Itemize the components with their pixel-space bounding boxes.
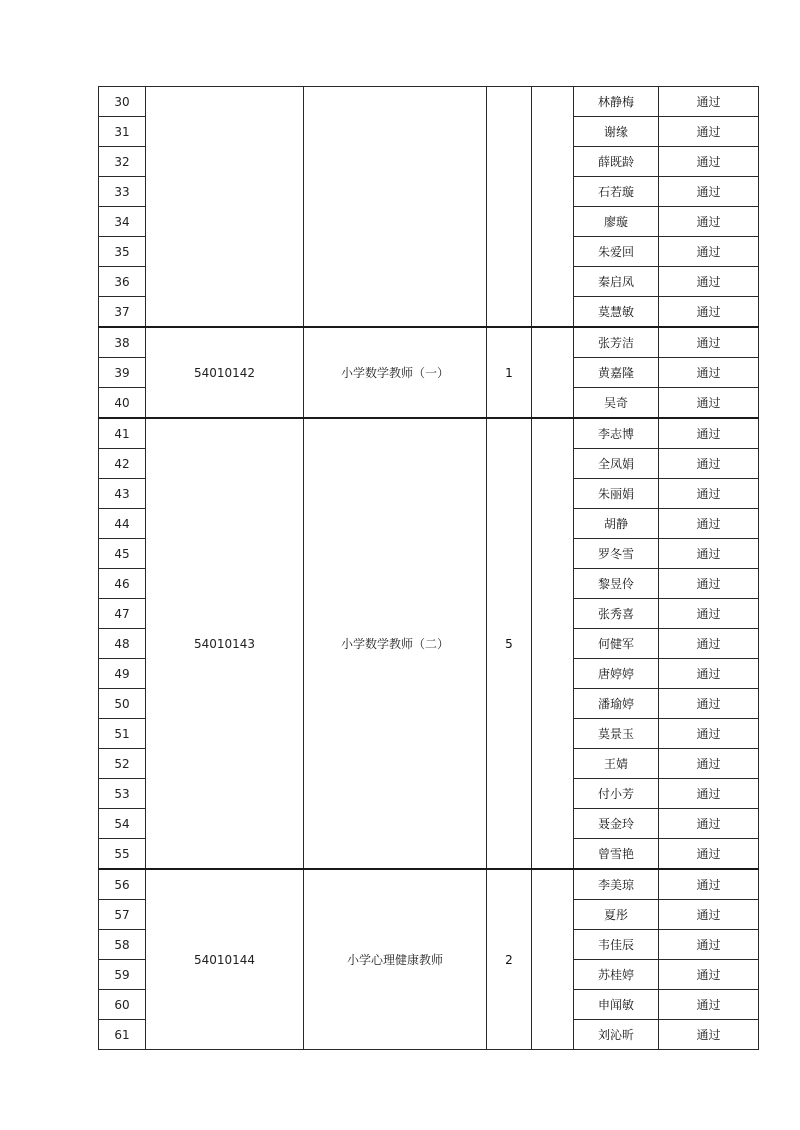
row-number-cell: 30: [99, 87, 146, 117]
candidate-name-cell: 曾雪艳: [574, 839, 659, 870]
candidate-name-cell: 莫慧敏: [574, 297, 659, 328]
candidate-name-cell: 吴奇: [574, 388, 659, 419]
row-number-cell: 56: [99, 869, 146, 900]
candidate-name-cell: 朱丽娟: [574, 479, 659, 509]
candidate-name-cell: 罗冬雪: [574, 539, 659, 569]
review-result-cell: 通过: [659, 990, 759, 1020]
candidate-name-cell: 韦佳辰: [574, 930, 659, 960]
review-result-cell: 通过: [659, 237, 759, 267]
row-number-cell: 49: [99, 659, 146, 689]
review-result-cell: 通过: [659, 900, 759, 930]
review-result-cell: 通过: [659, 267, 759, 297]
review-result-cell: 通过: [659, 87, 759, 117]
row-number-cell: 31: [99, 117, 146, 147]
blank-column-cell: [532, 418, 574, 869]
table-row: [99, 87, 759, 117]
candidate-name-cell: 薛既龄: [574, 147, 659, 177]
row-number-cell: 59: [99, 960, 146, 990]
candidate-name-cell: 申闻敏: [574, 990, 659, 1020]
hiring-quota-cell: 1: [487, 327, 532, 418]
row-number-cell: 39: [99, 358, 146, 388]
row-number-cell: 41: [99, 418, 146, 449]
candidate-name-cell: 苏桂婷: [574, 960, 659, 990]
review-result-cell: 通过: [659, 749, 759, 779]
blank-column-cell: [532, 87, 574, 328]
candidate-name-cell: 胡静: [574, 509, 659, 539]
candidate-name-cell: 李志博: [574, 418, 659, 449]
review-result-cell: 通过: [659, 629, 759, 659]
candidate-name-cell: 全凤娟: [574, 449, 659, 479]
candidate-name-cell: 朱爱回: [574, 237, 659, 267]
row-number-cell: 40: [99, 388, 146, 419]
hiring-quota-cell: 2: [487, 869, 532, 1050]
row-number-cell: 36: [99, 267, 146, 297]
review-result-cell: 通过: [659, 207, 759, 237]
candidate-name-cell: 聂金玲: [574, 809, 659, 839]
review-result-cell: 通过: [659, 327, 759, 358]
candidate-name-cell: 黎昱伶: [574, 569, 659, 599]
position-name-cell: 小学心理健康教师: [304, 869, 487, 1050]
row-number-cell: 57: [99, 900, 146, 930]
candidate-name-cell: 张秀喜: [574, 599, 659, 629]
review-result-cell: 通过: [659, 719, 759, 749]
table-row: [99, 418, 759, 449]
results-table-body: [99, 87, 759, 1050]
review-result-cell: 通过: [659, 659, 759, 689]
position-code-cell: 54010142: [146, 327, 304, 418]
review-result-cell: 通过: [659, 869, 759, 900]
review-result-cell: 通过: [659, 177, 759, 207]
review-result-cell: 通过: [659, 449, 759, 479]
position-name-cell: [304, 87, 487, 328]
candidate-name-cell: 谢缘: [574, 117, 659, 147]
row-number-cell: 58: [99, 930, 146, 960]
review-result-cell: 通过: [659, 599, 759, 629]
review-result-cell: 通过: [659, 930, 759, 960]
candidate-name-cell: 廖璇: [574, 207, 659, 237]
candidate-name-cell: 王婧: [574, 749, 659, 779]
review-result-cell: 通过: [659, 479, 759, 509]
results-table: [98, 86, 759, 1050]
hiring-quota-cell: [487, 87, 532, 328]
row-number-cell: 51: [99, 719, 146, 749]
row-number-cell: 53: [99, 779, 146, 809]
row-number-cell: 47: [99, 599, 146, 629]
position-name-cell: 小学数学教师（二）: [304, 418, 487, 869]
row-number-cell: 60: [99, 990, 146, 1020]
review-result-cell: 通过: [659, 839, 759, 870]
candidate-name-cell: 张芳洁: [574, 327, 659, 358]
row-number-cell: 43: [99, 479, 146, 509]
review-result-cell: 通过: [659, 1020, 759, 1050]
row-number-cell: 61: [99, 1020, 146, 1050]
review-result-cell: 通过: [659, 689, 759, 719]
review-result-cell: 通过: [659, 117, 759, 147]
candidate-name-cell: 莫景玉: [574, 719, 659, 749]
blank-column-cell: [532, 327, 574, 418]
position-code-cell: [146, 87, 304, 328]
review-result-cell: 通过: [659, 388, 759, 419]
row-number-cell: 54: [99, 809, 146, 839]
table-row: [99, 327, 759, 358]
candidate-name-cell: 秦启凤: [574, 267, 659, 297]
position-code-cell: 54010143: [146, 418, 304, 869]
review-result-cell: 通过: [659, 539, 759, 569]
row-number-cell: 46: [99, 569, 146, 599]
candidate-name-cell: 林静梅: [574, 87, 659, 117]
row-number-cell: 50: [99, 689, 146, 719]
review-result-cell: 通过: [659, 809, 759, 839]
candidate-name-cell: 刘沁昕: [574, 1020, 659, 1050]
row-number-cell: 32: [99, 147, 146, 177]
row-number-cell: 44: [99, 509, 146, 539]
row-number-cell: 37: [99, 297, 146, 328]
row-number-cell: 45: [99, 539, 146, 569]
review-result-cell: 通过: [659, 960, 759, 990]
candidate-name-cell: 夏彤: [574, 900, 659, 930]
position-code-cell: 54010144: [146, 869, 304, 1050]
review-result-cell: 通过: [659, 509, 759, 539]
row-number-cell: 33: [99, 177, 146, 207]
row-number-cell: 48: [99, 629, 146, 659]
review-result-cell: 通过: [659, 358, 759, 388]
row-number-cell: 35: [99, 237, 146, 267]
row-number-cell: 55: [99, 839, 146, 870]
review-result-cell: 通过: [659, 569, 759, 599]
candidate-name-cell: 石若璇: [574, 177, 659, 207]
candidate-name-cell: 黄嘉隆: [574, 358, 659, 388]
review-result-cell: 通过: [659, 418, 759, 449]
candidate-name-cell: 李美琼: [574, 869, 659, 900]
candidate-name-cell: 何健军: [574, 629, 659, 659]
candidate-name-cell: 潘瑜婷: [574, 689, 659, 719]
candidate-name-cell: 付小芳: [574, 779, 659, 809]
blank-column-cell: [532, 869, 574, 1050]
table-row: [99, 869, 759, 900]
row-number-cell: 38: [99, 327, 146, 358]
row-number-cell: 42: [99, 449, 146, 479]
candidate-name-cell: 唐婷婷: [574, 659, 659, 689]
hiring-quota-cell: 5: [487, 418, 532, 869]
review-result-cell: 通过: [659, 147, 759, 177]
position-name-cell: 小学数学教师（一）: [304, 327, 487, 418]
row-number-cell: 34: [99, 207, 146, 237]
review-result-cell: 通过: [659, 779, 759, 809]
review-result-cell: 通过: [659, 297, 759, 328]
row-number-cell: 52: [99, 749, 146, 779]
